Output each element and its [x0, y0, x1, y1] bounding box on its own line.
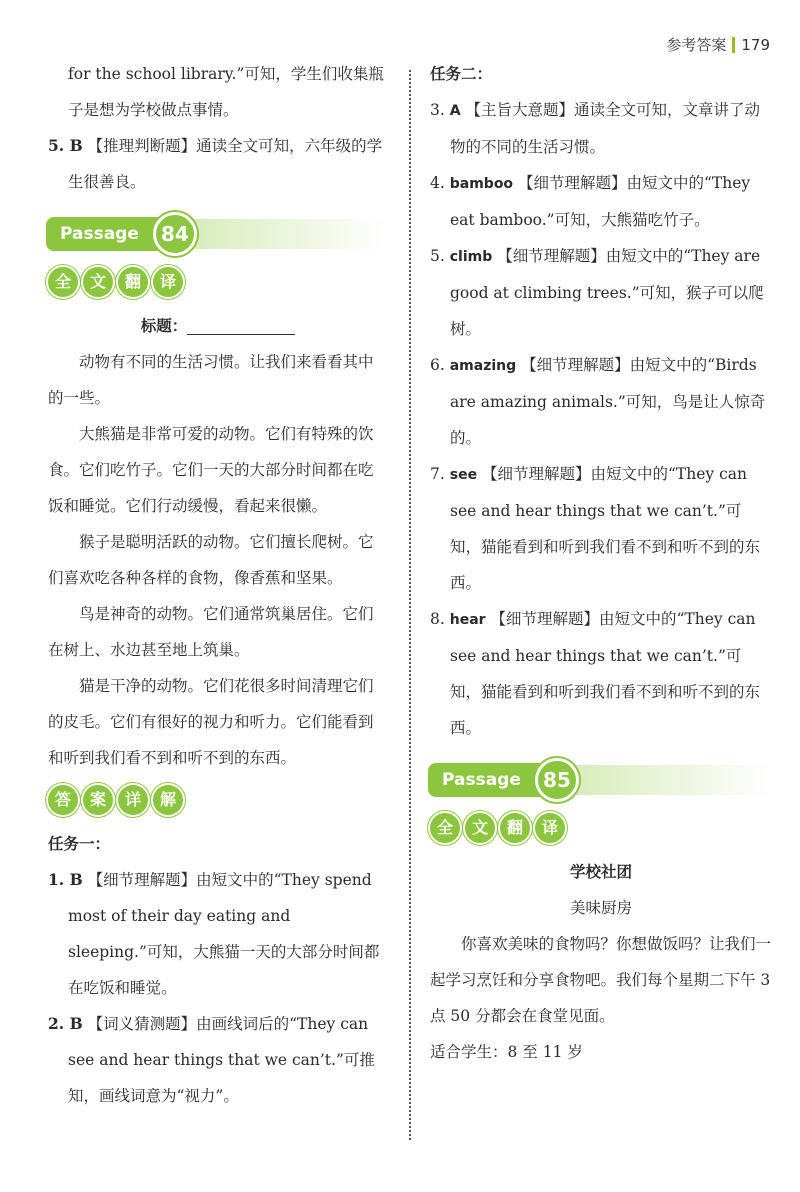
passage-number-badge: 85	[535, 758, 579, 802]
passage-number-badge: 84	[153, 212, 197, 256]
task-2-label: 任务二：	[430, 64, 493, 83]
full-translation-badge	[46, 264, 388, 300]
continued-line-1: for the school library.”可知，学生们收集瓶	[68, 65, 384, 83]
passage-84-banner	[46, 214, 388, 254]
item-text: 【细节理解题】由短文中的“They can see and hear things that we can’t.”可知，猫能看到和听到我们看不到和听不到的东西。	[450, 465, 761, 592]
paragraph: 猫是干净的动物。它们花很多时间清理它们的皮毛。它们有很好的视力和听力。它们能看到和听到我们看不到和听不到的东西。	[48, 677, 374, 767]
task-1-label: 任务一：	[48, 834, 111, 853]
badge-char: 答	[46, 783, 80, 817]
badge-char: 解	[151, 783, 185, 817]
passage-85-banner	[428, 760, 772, 800]
section-label: 参考答案	[666, 36, 727, 54]
passage-label: Passage	[46, 217, 175, 251]
item-answer: see	[449, 467, 478, 483]
left-column	[48, 56, 388, 1114]
item-number: 1. B	[48, 870, 83, 889]
badge-char: 全	[46, 265, 80, 299]
club-title: 学校社团	[569, 862, 632, 881]
title-line	[48, 308, 388, 344]
answer-item-3	[430, 92, 772, 165]
item-number: 5. B	[48, 136, 83, 155]
page-header	[666, 34, 770, 55]
answer-item-8	[430, 601, 772, 746]
badge-char: 详	[116, 783, 150, 817]
passage-label: Passage	[428, 763, 557, 797]
page-number: 179	[741, 36, 770, 54]
item-text: 【主旨大意题】通读全文可知，文章讲了动物的不同的生活习惯。	[450, 101, 761, 156]
header-separator	[732, 37, 735, 53]
item-text: 【细节理解题】由短文中的“They are good at climbing trees.”可知，猴子可以爬树。	[450, 247, 764, 338]
answer-explanation-badge	[46, 782, 388, 818]
badge-char: 全	[428, 811, 462, 845]
club-paragraph: 你喜欢美味的食物吗？你想做饭吗？让我们一起学习烹饪和分享食物吧。我们每个星期二下午 3 点 50 分都会在食堂见面。	[430, 935, 772, 1025]
item-answer: A	[449, 103, 461, 119]
badge-char: 译	[151, 265, 185, 299]
badge-char: 翻	[116, 265, 150, 299]
answer-item-2	[48, 1006, 388, 1114]
right-column	[430, 56, 772, 1070]
paragraph: 猴子是聪明活跃的动物。它们擅长爬树。它们喜欢吃各种各样的食物，像香蕉和坚果。	[48, 533, 374, 587]
club-eligibility: 适合学生：8 至 11 岁	[430, 1043, 583, 1061]
column-divider	[409, 70, 411, 1140]
badge-char: 译	[533, 811, 567, 845]
item-answer: bamboo	[449, 176, 514, 192]
answer-item-1	[48, 862, 388, 1006]
paragraph: 动物有不同的生活习惯。让我们来看看其中的一些。	[48, 353, 374, 407]
banner-fade	[573, 765, 772, 795]
item-answer: hear	[449, 612, 486, 628]
item-text: 【推理判断题】通读全文可知，六年级的学生很善良。	[68, 137, 383, 191]
item-text: 【细节理解题】由短文中的“They can see and hear things that we can’t.”可知，猫能看到和听到我们看不到和听不到的东西。	[450, 610, 761, 737]
badge-char: 翻	[498, 811, 532, 845]
paragraph: 大熊猫是非常可爱的动物。它们有特殊的饮食。它们吃竹子。它们一天的大部分时间都在吃饭和睡觉。它们行动缓慢，看起来很懒。	[48, 425, 374, 515]
badge-char: 案	[81, 783, 115, 817]
continued-line-2: 子是想为学校做点事情。	[68, 101, 239, 119]
item-number: 5.	[430, 247, 445, 265]
item-answer: climb	[449, 249, 493, 265]
item-text: 【词义猜测题】由画线词后的“They can see and hear things that we can’t.”可推知，画线词意为“视力”。	[68, 1015, 375, 1105]
title-label: 标题：	[140, 316, 188, 335]
item-number: 4.	[430, 174, 445, 192]
badge-char: 文	[463, 811, 497, 845]
item-text: 【细节理解题】由短文中的“Birds are amazing animals.”可知，鸟是让人惊奇的。	[450, 356, 766, 447]
item-number: 3.	[430, 101, 445, 119]
answer-item-5	[48, 128, 388, 200]
item-number: 8.	[430, 610, 445, 628]
paragraph: 鸟是神奇的动物。它们通常筑巢居住。它们在树上、水边甚至地上筑巢。	[48, 605, 374, 659]
badge-char: 文	[81, 265, 115, 299]
item-number: 2. B	[48, 1014, 83, 1033]
item-text: 【细节理解题】由短文中的“They eat bamboo.”可知，大熊猫吃竹子。	[450, 174, 751, 229]
answer-item-5r	[430, 238, 772, 347]
item-text: 【细节理解题】由短文中的“They spend most of their day eating and sleeping.”可知，大熊猫一天的大部分时间都在吃饭和睡觉。	[68, 871, 380, 997]
item-answer: amazing	[449, 358, 517, 374]
answer-item-7	[430, 456, 772, 601]
item-number: 7.	[430, 465, 445, 483]
title-blank	[187, 314, 295, 335]
answer-item-4	[430, 165, 772, 238]
item-number: 6.	[430, 356, 445, 374]
answer-item-6	[430, 347, 772, 456]
full-translation-badge	[428, 810, 772, 846]
club-name: 美味厨房	[569, 899, 632, 917]
banner-fade	[191, 219, 388, 249]
